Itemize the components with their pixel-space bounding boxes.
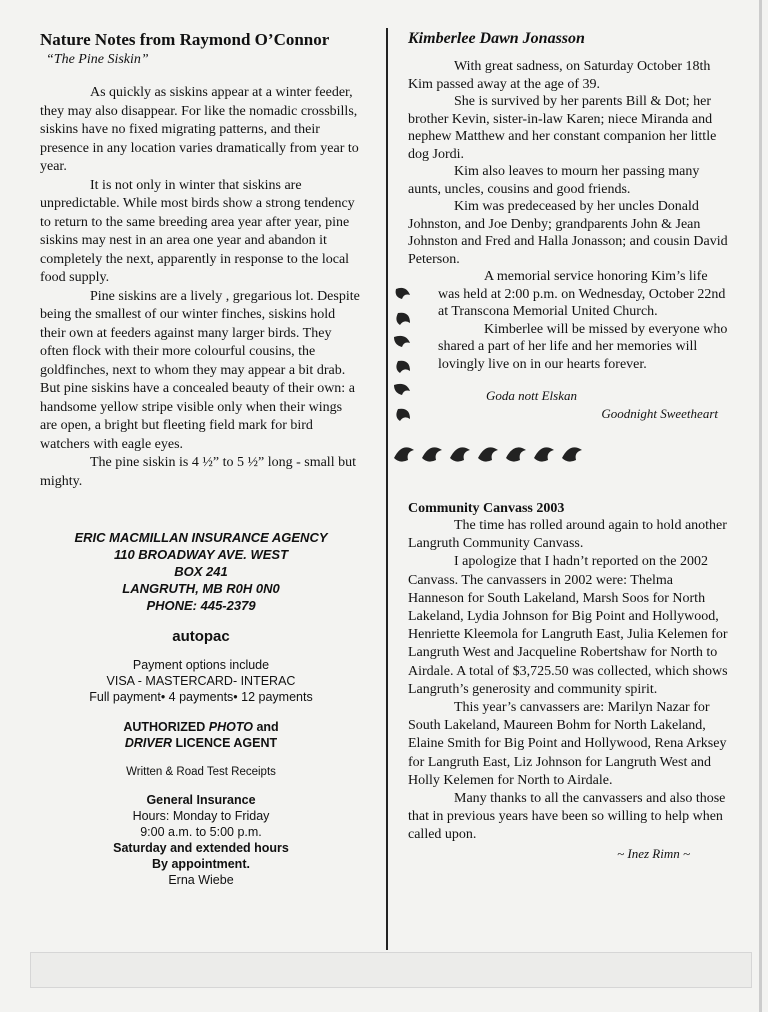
canvass-signature: ~ Inez Rimn ~: [617, 845, 690, 861]
obituary-paragraph: With great sadness, on Saturday October 18th Kim passed away at the age of 39.: [408, 59, 711, 92]
agency-city: LANGRUTH, MB R0H 0N0: [122, 581, 280, 596]
canvass-paragraph: I apologize that I hadn’t reported on the 2002 Canvass. The canvassers in 2002 were: Thelma Hanneson for South Lakeland, Marsh Soos for North Lakeland, Lydia Johnson for Big Point and Hollywood, Henriette Kleemola for Langruth East, Julia Kelemen for Langruth West and Jacqueline Robertshaw for North to Airdale. A total of $3,725.50 was collected, which shows Langruth’s generosity and community spirit.: [408, 554, 728, 697]
contact-name: Erna Wiebe: [168, 873, 234, 887]
agency-name: ERIC MACMILLAN INSURANCE AGENCY: [74, 530, 328, 545]
authorized-agent: [40, 719, 362, 735]
by-appointment: By appointment.: [152, 857, 250, 871]
payment-heading: Payment options include: [132, 658, 270, 672]
obituary-paragraph: She is survived by her parents Bill & Dot; her brother Kevin, sister-in-law Karen; niece Miranda and nephew Matthew and her constant companion her little dog Jordi.: [408, 94, 717, 162]
payment-cards: VISA - MASTERCARD- INTERAC: [106, 674, 296, 688]
nature-paragraph: As quickly as siskins appear at a winter feeder, they may also disappear. For like the nomadic crossbills, siskins have no fixed migrating patterns, and their presence in any location varies dramatically from year to year.: [40, 85, 359, 174]
agency-phone: PHONE: 445-2379: [146, 598, 256, 613]
nature-paragraph: It is not only in winter that siskins are unpredictable. While most birds show a strong tendency to return to the same breeding area year after year, pine siskins may nest in an area one year and abandon it completely the next, apparently in response to the local food supply.: [40, 177, 355, 285]
insurance-ad: [40, 529, 362, 888]
sign-off-icelandic: Goda nott Elskan: [486, 388, 577, 403]
payment-plans: Full payment• 4 payments• 12 payments: [89, 690, 313, 704]
hours-days: Hours: Monday to Friday: [132, 809, 270, 823]
authorized-photo: PHOTO: [208, 720, 253, 734]
authorized-text: LICENCE AGENT: [172, 736, 278, 750]
nature-paragraph: The pine siskin is 4 ½” to 5 ½” long - small but mighty.: [40, 455, 356, 489]
canvass-paragraph: The time has rolled around again to hold another Langruth Community Canvass.: [408, 518, 727, 552]
nature-notes-title: Nature Notes from Raymond O’Connor: [40, 30, 330, 49]
sign-off-english: Goodnight Sweetheart: [601, 406, 718, 421]
agency-box: BOX 241: [174, 564, 228, 579]
left-column: [40, 30, 362, 888]
hours-times: 9:00 a.m. to 5:00 p.m.: [140, 825, 262, 839]
authorized-agent-line2: [40, 735, 362, 751]
general-insurance: General Insurance: [146, 793, 256, 807]
authorized-text: AUTHORIZED: [123, 720, 209, 734]
floral-ornament-row: [390, 428, 590, 472]
authorized-driver: DRIVER: [124, 736, 173, 750]
obituary-paragraph: Kim also leaves to mourn her passing many aunts, uncles, cousins and good friends.: [408, 164, 700, 197]
bleed-through-band: [30, 952, 752, 988]
memorial-paragraph: A memorial service honoring Kim’s life was held at 2:00 p.m. on Wednesday, October 22nd at Transcona Memorial United Church.: [438, 269, 726, 319]
autopac-logo: autopac: [172, 628, 230, 645]
floral-ornament-column: [388, 285, 424, 435]
memorial-paragraph: Kimberlee will be missed by everyone who shared a part of her life and her memories will lovingly live on in our hearts forever.: [438, 321, 728, 372]
obituary-title: Kimberlee Dawn Jonasson: [408, 30, 585, 47]
nature-notes-subtitle: “The Pine Siskin”: [46, 52, 149, 67]
saturday-hours: Saturday and extended hours: [113, 841, 289, 855]
authorized-text: and: [252, 720, 279, 734]
agency-address: 110 BROADWAY AVE. WEST: [113, 547, 289, 562]
memorial-block: [438, 268, 728, 423]
obituary-paragraph: Kim was predeceased by her uncles Donald Johnston, and Joe Denby; grandparents John & Jean Johnston and Fred and Halla Jonasson; and cousin David Peterson.: [408, 199, 728, 267]
nature-paragraph: Pine siskins are a lively , gregarious lot. Despite being the smallest of our winter finches, siskins hold their own at feeders against many larger birds. They often flock with their more colourful cousins, the goldfinches, next to whom they may appear a bit drab. But pine siskins have a concealed beauty of their own: a handsome yellow stripe visible only when their wings are open, a bright but fleeting field mark for bird watchers with eagle eyes.: [40, 288, 360, 452]
canvass-title: Community Canvass 2003: [408, 501, 565, 516]
column-divider: [386, 28, 388, 950]
canvass-paragraph: Many thanks to all the canvassers and also those that in previous years have been so willing to help when called upon.: [408, 791, 726, 843]
receipts-text: Written & Road Test Receipts: [126, 766, 276, 778]
canvass-paragraph: This year’s canvassers are: Marilyn Nazar for South Lakeland, Maureen Bohm for North Lakeland, Elaine Smith for Big Point and Hollywood, Rena Arksey for Langruth East, Liz Johnson for Langruth West and Holly Kelemen for North to Airdale.: [408, 700, 727, 788]
page-edge: [759, 0, 762, 1012]
